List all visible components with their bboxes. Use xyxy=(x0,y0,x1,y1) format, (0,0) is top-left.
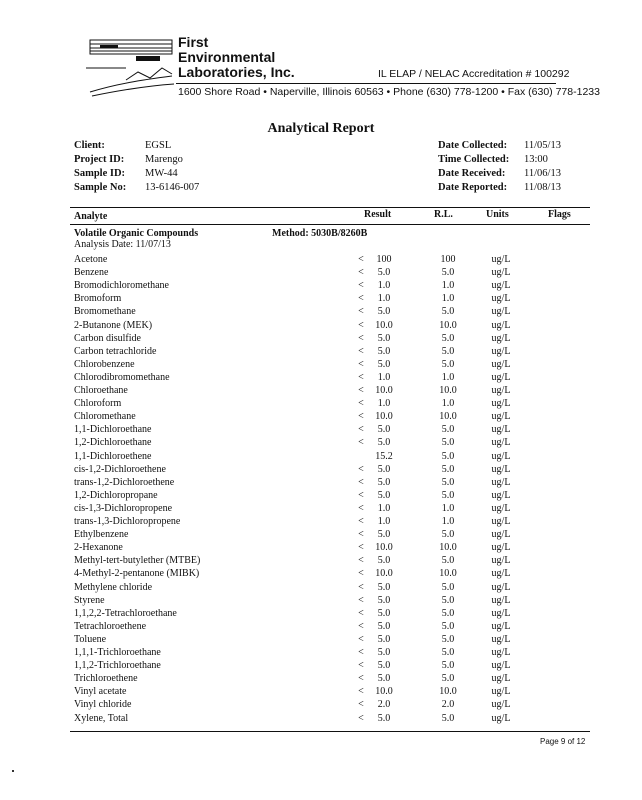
units-cell: ug/L xyxy=(491,345,511,357)
units-cell: ug/L xyxy=(491,411,511,423)
less-than-cell: < xyxy=(358,581,364,593)
col-header-rl: R.L. xyxy=(434,209,453,220)
client-value: EGSL xyxy=(145,140,172,151)
analyte-cell: Xylene, Total xyxy=(74,712,129,724)
analyte-cell: 1,1-Dichloroethene xyxy=(74,450,152,462)
units-cell: ug/L xyxy=(491,267,511,279)
rl-cell: 100 xyxy=(440,254,456,265)
result-cell: 5.0 xyxy=(377,306,391,318)
less-than-cell: < xyxy=(358,411,364,423)
units-cell: ug/L xyxy=(491,686,511,698)
table-bottom-rule xyxy=(70,731,590,732)
company-name xyxy=(178,35,295,80)
analyte-cell: 2-Hexanone xyxy=(74,542,123,554)
table-top-rule xyxy=(70,207,590,208)
result-cell: 5.0 xyxy=(377,476,391,488)
units-cell: ug/L xyxy=(491,568,511,580)
table-row xyxy=(0,359,642,372)
date-received-label: Date Received: xyxy=(438,168,506,179)
analyte-cell: Chlorobenzene xyxy=(74,358,135,370)
result-cell: 5.0 xyxy=(377,607,391,619)
rl-cell: 1.0 xyxy=(441,293,455,305)
less-than-cell: < xyxy=(358,607,364,619)
less-than-cell: < xyxy=(358,620,364,632)
time-collected-value: 13:00 xyxy=(524,154,548,165)
rl-cell: 2.0 xyxy=(441,699,455,711)
analyte-cell: 1,1,2-Trichloroethane xyxy=(74,660,161,672)
units-cell: ug/L xyxy=(491,398,511,410)
units-cell: ug/L xyxy=(491,516,511,527)
analyte-cell: 1,1,2,2-Tetrachloroethane xyxy=(74,607,177,619)
less-than-cell: < xyxy=(358,385,364,396)
result-cell: 5.0 xyxy=(377,712,391,724)
result-cell: 1.0 xyxy=(377,516,391,527)
table-row xyxy=(0,293,642,306)
accreditation: IL ELAP / NELAC Accreditation # 100292 xyxy=(378,68,570,80)
analyte-cell: Toluene xyxy=(74,633,107,645)
table-row xyxy=(0,490,642,503)
analyte-cell: trans-1,2-Dichloroethene xyxy=(74,476,175,488)
result-cell: 5.0 xyxy=(377,489,391,501)
result-cell: 5.0 xyxy=(377,267,391,279)
sample-no-label: Sample No: xyxy=(74,182,127,193)
table-row xyxy=(0,464,642,477)
project-id-label: Project ID: xyxy=(74,154,125,165)
less-than-cell: < xyxy=(358,647,364,658)
result-cell: 10.0 xyxy=(375,686,393,698)
rl-cell: 5.0 xyxy=(441,345,455,357)
units-cell: ug/L xyxy=(491,463,511,475)
rl-cell: 10.0 xyxy=(439,385,457,396)
analyte-cell: Chloroform xyxy=(74,398,122,410)
result-cell: 15.2 xyxy=(375,450,393,462)
units-cell: ug/L xyxy=(491,633,511,645)
less-than-cell: < xyxy=(358,633,364,645)
less-than-cell: < xyxy=(358,358,364,370)
units-cell: ug/L xyxy=(491,424,511,436)
less-than-cell: < xyxy=(358,267,364,279)
method-label: Method: 5030B/8260B xyxy=(272,228,368,239)
less-than-cell: < xyxy=(358,280,364,292)
date-collected-value: 11/05/13 xyxy=(524,140,561,151)
result-cell: 1.0 xyxy=(377,502,391,514)
result-cell: 10.0 xyxy=(375,568,393,580)
less-than-cell: < xyxy=(358,712,364,724)
result-cell: 10.0 xyxy=(375,411,393,423)
less-than-cell: < xyxy=(358,660,364,672)
table-row xyxy=(0,398,642,411)
units-cell: ug/L xyxy=(491,542,511,554)
table-row xyxy=(0,503,642,516)
table-row xyxy=(0,568,642,581)
rl-cell: 1.0 xyxy=(441,502,455,514)
col-header-flags: Flags xyxy=(548,209,571,220)
table-row xyxy=(0,280,642,293)
table-row xyxy=(0,306,642,319)
report-title: Analytical Report xyxy=(267,121,375,136)
rl-cell: 1.0 xyxy=(441,516,455,527)
rl-cell: 5.0 xyxy=(441,450,455,462)
less-than-cell: < xyxy=(358,502,364,514)
rl-cell: 5.0 xyxy=(441,358,455,370)
rl-cell: 5.0 xyxy=(441,424,455,436)
col-header-analyte: Analyte xyxy=(74,211,108,222)
table-row xyxy=(0,555,642,568)
analyte-cell: Tetrachloroethene xyxy=(74,620,147,632)
units-cell: ug/L xyxy=(491,332,511,344)
less-than-cell: < xyxy=(358,476,364,488)
analyte-cell: Chloroethane xyxy=(74,385,128,396)
project-id-value: Marengo xyxy=(145,154,183,165)
units-cell: ug/L xyxy=(491,371,511,383)
result-cell: 10.0 xyxy=(375,319,393,331)
rl-cell: 5.0 xyxy=(441,660,455,672)
units-cell: ug/L xyxy=(491,594,511,606)
sample-id-label: Sample ID: xyxy=(74,168,126,179)
rl-cell: 5.0 xyxy=(441,529,455,541)
company-logo xyxy=(86,34,178,98)
rl-cell: 1.0 xyxy=(441,280,455,292)
section-heading: Volatile Organic Compounds xyxy=(74,228,199,239)
result-cell: 1.0 xyxy=(377,398,391,410)
rl-cell: 1.0 xyxy=(441,371,455,383)
units-cell: ug/L xyxy=(491,502,511,514)
analyte-cell: Styrene xyxy=(74,594,105,606)
analyte-cell: trans-1,3-Dichloropropene xyxy=(74,516,181,527)
table-row xyxy=(0,451,642,464)
rl-cell: 5.0 xyxy=(441,594,455,606)
result-cell: 5.0 xyxy=(377,594,391,606)
analyte-cell: Vinyl chloride xyxy=(74,699,132,711)
rl-cell: 5.0 xyxy=(441,463,455,475)
analyte-cell: 1,1,1-Trichloroethane xyxy=(74,647,161,658)
units-cell: ug/L xyxy=(491,581,511,593)
less-than-cell: < xyxy=(358,555,364,567)
less-than-cell: < xyxy=(358,437,364,449)
rl-cell: 10.0 xyxy=(439,411,457,423)
table-row xyxy=(0,320,642,333)
table-row xyxy=(0,267,642,280)
rl-cell: 5.0 xyxy=(441,476,455,488)
rl-cell: 5.0 xyxy=(441,620,455,632)
date-reported-value: 11/08/13 xyxy=(524,182,561,193)
table-row xyxy=(0,713,642,726)
units-cell: ug/L xyxy=(491,358,511,370)
table-row xyxy=(0,477,642,490)
table-row xyxy=(0,411,642,424)
less-than-cell: < xyxy=(358,489,364,501)
rl-cell: 10.0 xyxy=(439,568,457,580)
less-than-cell: < xyxy=(358,673,364,685)
result-cell: 5.0 xyxy=(377,529,391,541)
analyte-cell: Bromoform xyxy=(74,293,122,305)
analyte-cell: Methylene chloride xyxy=(74,581,153,593)
units-cell: ug/L xyxy=(491,699,511,711)
table-row xyxy=(0,529,642,542)
rl-cell: 5.0 xyxy=(441,712,455,724)
table-row xyxy=(0,647,642,660)
scan-speck xyxy=(12,770,14,772)
less-than-cell: < xyxy=(358,516,364,527)
result-cell: 5.0 xyxy=(377,424,391,436)
result-cell: 5.0 xyxy=(377,633,391,645)
result-cell: 1.0 xyxy=(377,293,391,305)
less-than-cell: < xyxy=(358,542,364,554)
rl-cell: 5.0 xyxy=(441,306,455,318)
units-cell: ug/L xyxy=(491,476,511,488)
less-than-cell: < xyxy=(358,345,364,357)
rl-cell: 10.0 xyxy=(439,686,457,698)
less-than-cell: < xyxy=(358,463,364,475)
company-name-line: First xyxy=(178,34,209,50)
result-cell: 5.0 xyxy=(377,332,391,344)
units-cell: ug/L xyxy=(491,280,511,292)
table-row xyxy=(0,634,642,647)
less-than-cell: < xyxy=(358,699,364,711)
result-cell: 2.0 xyxy=(377,699,391,711)
page-number: Page 9 of 12 xyxy=(540,737,586,746)
units-cell: ug/L xyxy=(491,385,511,396)
analyte-cell: cis-1,3-Dichloropropene xyxy=(74,502,173,514)
analyte-cell: Bromodichloromethane xyxy=(74,280,169,292)
result-cell: 5.0 xyxy=(377,660,391,672)
table-row xyxy=(0,608,642,621)
company-name-line: Laboratories, Inc. xyxy=(178,64,295,80)
date-received-value: 11/06/13 xyxy=(524,168,561,179)
rl-cell: 10.0 xyxy=(439,319,457,331)
sample-no-value: 13-6146-007 xyxy=(145,182,200,193)
table-row xyxy=(0,372,642,385)
units-cell: ug/L xyxy=(491,306,511,318)
result-cell: 10.0 xyxy=(375,542,393,554)
analyte-cell: 2-Butanone (MEK) xyxy=(74,319,153,331)
result-cell: 5.0 xyxy=(377,555,391,567)
less-than-cell: < xyxy=(358,319,364,331)
table-row xyxy=(0,254,642,267)
analysis-date: Analysis Date: 11/07/13 xyxy=(74,239,171,250)
less-than-cell: < xyxy=(358,529,364,541)
less-than-cell: < xyxy=(358,568,364,580)
less-than-cell: < xyxy=(358,332,364,344)
analyte-cell: 1,2-Dichloroethane xyxy=(74,437,152,449)
table-row xyxy=(0,333,642,346)
result-cell: 10.0 xyxy=(375,385,393,396)
units-cell: ug/L xyxy=(491,673,511,685)
less-than-cell: < xyxy=(358,398,364,410)
table-row xyxy=(0,542,642,555)
less-than-cell: < xyxy=(358,594,364,606)
company-name-line: Environmental xyxy=(178,49,276,65)
analyte-cell: Trichloroethene xyxy=(74,673,138,685)
date-reported-label: Date Reported: xyxy=(438,182,508,193)
rl-cell: 5.0 xyxy=(441,555,455,567)
analyte-cell: Chlorodibromomethane xyxy=(74,371,170,383)
units-cell: ug/L xyxy=(491,254,511,265)
units-cell: ug/L xyxy=(491,660,511,672)
less-than-cell: < xyxy=(358,424,364,436)
rl-cell: 5.0 xyxy=(441,267,455,279)
result-cell: 5.0 xyxy=(377,358,391,370)
analyte-cell: Carbon disulfide xyxy=(74,332,141,344)
letterhead-divider xyxy=(176,83,556,84)
analyte-cell: 4-Methyl-2-pentanone (MIBK) xyxy=(74,568,200,580)
analyte-cell: 1,1-Dichloroethane xyxy=(74,424,152,436)
table-row xyxy=(0,582,642,595)
table-row xyxy=(0,595,642,608)
analyte-cell: 1,2-Dichloropropane xyxy=(74,489,158,501)
rl-cell: 10.0 xyxy=(439,542,457,554)
result-cell: 5.0 xyxy=(377,673,391,685)
table-row xyxy=(0,660,642,673)
table-row xyxy=(0,385,642,398)
analyte-cell: Ethylbenzene xyxy=(74,529,129,541)
units-cell: ug/L xyxy=(491,319,511,331)
rl-cell: 1.0 xyxy=(441,398,455,410)
result-cell: 5.0 xyxy=(377,620,391,632)
less-than-cell: < xyxy=(358,293,364,305)
col-header-result: Result xyxy=(364,209,392,220)
analyte-cell: Bromomethane xyxy=(74,306,136,318)
analyte-cell: Benzene xyxy=(74,267,109,279)
result-cell: 1.0 xyxy=(377,280,391,292)
less-than-cell: < xyxy=(358,254,364,265)
units-cell: ug/L xyxy=(491,529,511,541)
rl-cell: 5.0 xyxy=(441,647,455,658)
table-header-rule xyxy=(70,224,590,225)
client-label: Client: xyxy=(74,140,105,151)
analyte-cell: Chloromethane xyxy=(74,411,136,423)
time-collected-label: Time Collected: xyxy=(438,154,510,165)
units-cell: ug/L xyxy=(491,489,511,501)
rl-cell: 5.0 xyxy=(441,581,455,593)
table-row xyxy=(0,516,642,529)
result-cell: 100 xyxy=(376,254,392,265)
table-row xyxy=(0,686,642,699)
col-header-units: Units xyxy=(486,209,509,220)
units-cell: ug/L xyxy=(491,607,511,619)
rl-cell: 5.0 xyxy=(441,437,455,449)
table-row xyxy=(0,673,642,686)
result-cell: 5.0 xyxy=(377,345,391,357)
analyte-cell: Vinyl acetate xyxy=(74,686,127,698)
analyte-cell: Methyl-tert-butylether (MTBE) xyxy=(74,555,201,567)
result-cell: 5.0 xyxy=(377,581,391,593)
units-cell: ug/L xyxy=(491,450,511,462)
table-row xyxy=(0,346,642,359)
units-cell: ug/L xyxy=(491,555,511,567)
result-cell: 5.0 xyxy=(377,647,391,658)
units-cell: ug/L xyxy=(491,712,511,724)
company-address: 1600 Shore Road • Naperville, Illinois 60563 • Phone (630) 778-1200 • Fax (630) 778-1233 xyxy=(178,86,600,98)
sample-id-value: MW-44 xyxy=(145,168,178,179)
table-row xyxy=(0,437,642,450)
result-cell: 5.0 xyxy=(377,437,391,449)
less-than-cell: < xyxy=(358,371,364,383)
table-row xyxy=(0,699,642,712)
units-cell: ug/L xyxy=(491,647,511,658)
rl-cell: 5.0 xyxy=(441,332,455,344)
analyte-cell: Carbon tetrachloride xyxy=(74,345,157,357)
analyte-cell: Acetone xyxy=(74,254,108,265)
rl-cell: 5.0 xyxy=(441,489,455,501)
less-than-cell: < xyxy=(358,686,364,698)
rl-cell: 5.0 xyxy=(441,607,455,619)
rl-cell: 5.0 xyxy=(441,633,455,645)
units-cell: ug/L xyxy=(491,437,511,449)
units-cell: ug/L xyxy=(491,620,511,632)
date-collected-label: Date Collected: xyxy=(438,140,508,151)
result-cell: 1.0 xyxy=(377,371,391,383)
table-row xyxy=(0,621,642,634)
rl-cell: 5.0 xyxy=(441,673,455,685)
less-than-cell: < xyxy=(358,306,364,318)
analyte-cell: cis-1,2-Dichloroethene xyxy=(74,463,166,475)
result-cell: 5.0 xyxy=(377,463,391,475)
units-cell: ug/L xyxy=(491,293,511,305)
table-row xyxy=(0,424,642,437)
